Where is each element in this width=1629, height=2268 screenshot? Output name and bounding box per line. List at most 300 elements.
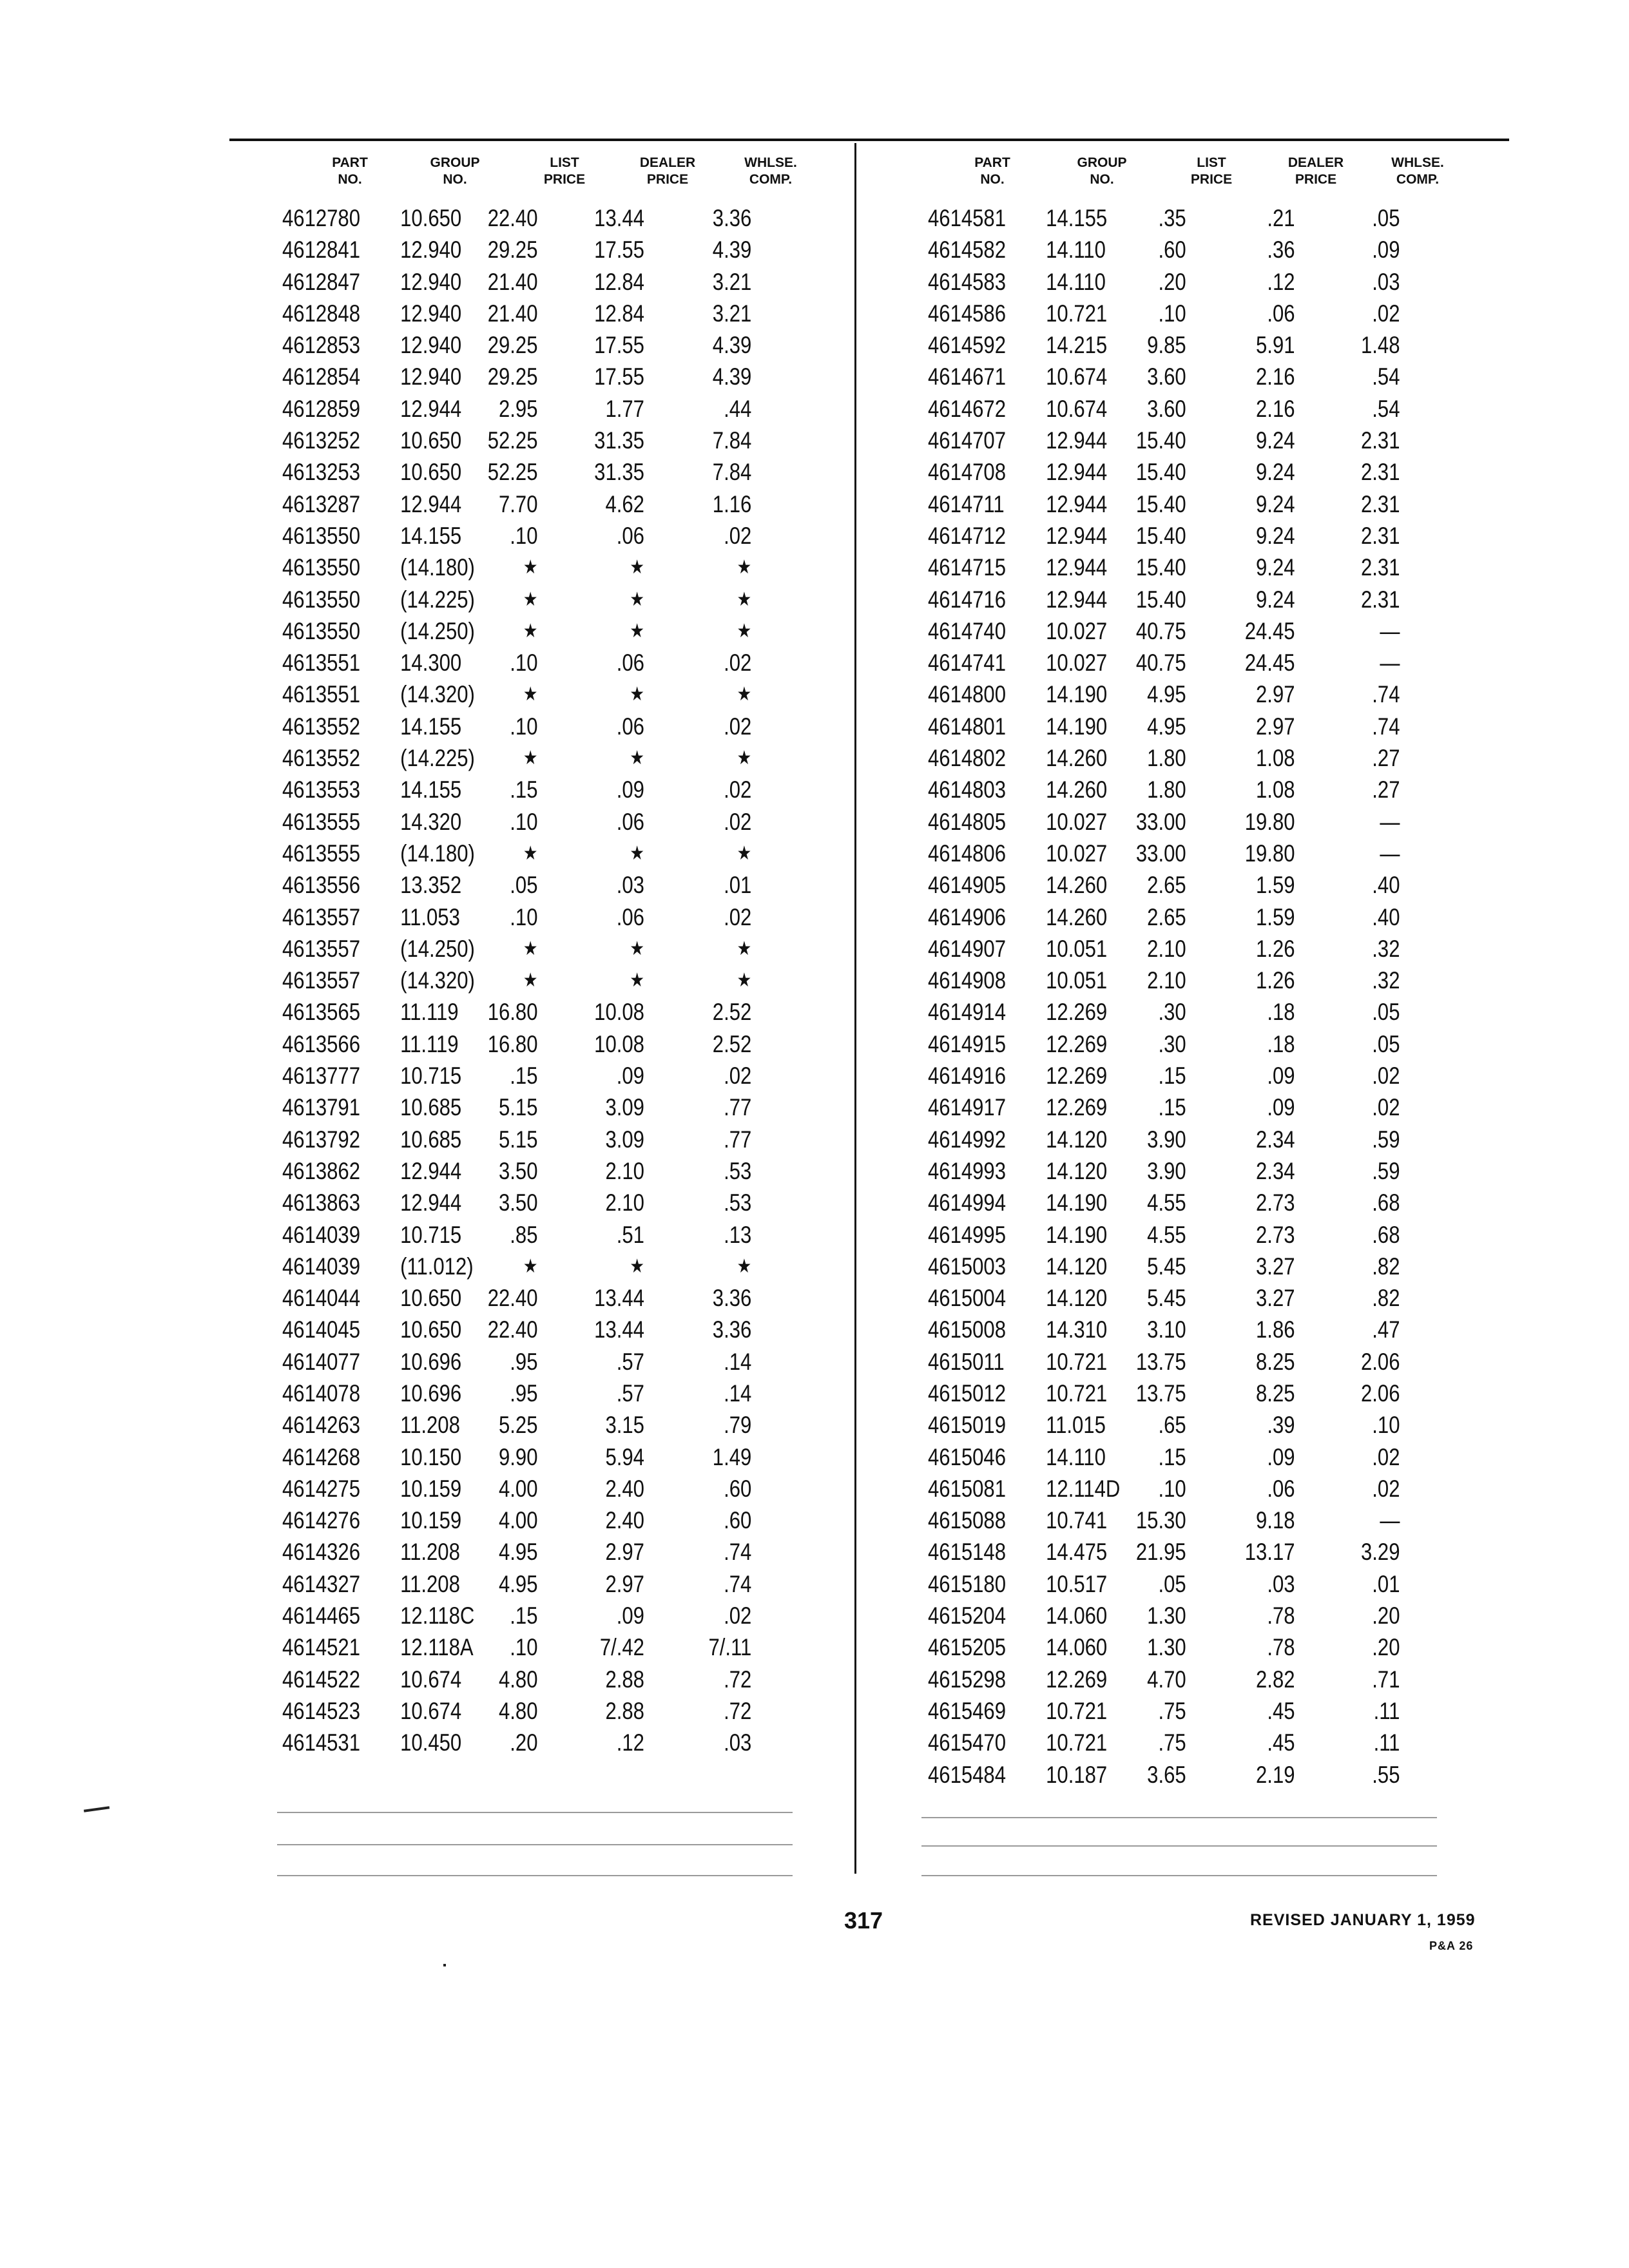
- dealer-price-cell: .06: [616, 713, 644, 740]
- revision-date: REVISED JANUARY 1, 1959: [1250, 1911, 1476, 1929]
- whlse-comp-cell: 7.84: [712, 459, 752, 486]
- dealer-price-cell: .78: [1267, 1602, 1295, 1629]
- group-no-cell: 14.190: [1046, 713, 1108, 740]
- part-no-cell: 4613555: [282, 808, 360, 835]
- list-price-cell: 3.50: [498, 1157, 538, 1184]
- part-no-cell: 4615004: [928, 1285, 1006, 1312]
- dealer-price-cell: .45: [1267, 1697, 1295, 1724]
- whlse-comp-cell: .05: [1372, 1030, 1400, 1057]
- part-no-cell: 4614583: [928, 268, 1006, 295]
- list-price-cell: .15: [510, 1602, 538, 1629]
- list-price-cell: .10: [510, 1634, 538, 1661]
- dealer-price-cell: 8.25: [1256, 1379, 1295, 1407]
- dealer-price-cell: 2.40: [605, 1475, 644, 1502]
- dealer-price-cell: 9.24: [1256, 522, 1295, 549]
- dealer-price-cell: 2.73: [1256, 1189, 1295, 1216]
- part-no-cell: 4614672: [928, 395, 1006, 422]
- list-price-cell: .20: [510, 1729, 538, 1756]
- dealer-price-cell: ★: [630, 970, 644, 992]
- list-price-cell: 4.55: [1147, 1189, 1186, 1216]
- whlse-comp-cell: .59: [1372, 1157, 1400, 1184]
- dealer-price-cell: .21: [1267, 205, 1295, 231]
- part-no-cell: 4614326: [282, 1539, 360, 1566]
- group-no-cell: 10.674: [1046, 395, 1108, 422]
- group-no-cell: 11.015: [1046, 1412, 1106, 1439]
- whlse-comp-cell: ★: [737, 557, 752, 579]
- list-price-cell: 3.90: [1147, 1157, 1186, 1184]
- whlse-comp-cell: 2.31: [1360, 586, 1400, 613]
- part-no-cell: 4612859: [282, 395, 360, 422]
- whlse-comp-cell: 7/.11: [708, 1634, 752, 1661]
- dealer-price-cell: .45: [1267, 1729, 1295, 1756]
- column-divider: [854, 143, 856, 1874]
- list-price-cell: 5.45: [1147, 1285, 1186, 1312]
- list-price-cell: ★: [523, 588, 538, 610]
- part-no-cell: 4613550: [282, 617, 360, 644]
- list-price-cell: 16.80: [487, 999, 538, 1026]
- dealer-price-cell: 19.80: [1244, 808, 1295, 835]
- whlse-comp-cell: ★: [737, 620, 752, 642]
- group-no-cell: 10.674: [1046, 363, 1108, 390]
- list-price-cell: 52.25: [487, 459, 538, 486]
- part-no-cell: 4614707: [928, 427, 1006, 454]
- group-no-cell: 14.310: [1046, 1316, 1108, 1343]
- group-no-cell: 12.269: [1046, 1030, 1108, 1057]
- dealer-price-cell: 1.77: [605, 395, 644, 422]
- whlse-comp-cell: ★: [737, 684, 752, 706]
- part-no-cell: 4615081: [928, 1475, 1006, 1502]
- list-price-cell: 5.15: [498, 1126, 538, 1153]
- dealer-price-cell: 1.59: [1256, 872, 1295, 899]
- list-price-cell: ★: [523, 747, 538, 769]
- dealer-price-cell: 31.35: [594, 427, 644, 454]
- part-no-cell: 4615469: [928, 1697, 1006, 1724]
- part-no-cell: 4615019: [928, 1412, 1006, 1439]
- group-no-cell: 10.721: [1046, 1348, 1108, 1375]
- group-no-cell: 10.027: [1046, 617, 1108, 644]
- whlse-comp-cell: .03: [724, 1729, 752, 1756]
- list-price-cell: 22.40: [487, 1316, 538, 1343]
- dealer-price-cell: .09: [1267, 1062, 1295, 1090]
- dealer-price-cell: 13.44: [594, 205, 644, 231]
- group-no-cell: 12.269: [1046, 1094, 1108, 1121]
- scan-mark: [84, 1806, 110, 1812]
- dealer-price-cell: 2.73: [1256, 1221, 1295, 1248]
- list-price-cell: 4.70: [1147, 1666, 1186, 1693]
- dealer-price-cell: .06: [1267, 300, 1295, 327]
- whlse-comp-cell: ★: [737, 588, 752, 610]
- group-no-cell: 10.650: [400, 205, 462, 231]
- list-price-cell: ★: [523, 620, 538, 642]
- list-price-cell: 3.60: [1147, 363, 1186, 390]
- dealer-price-cell: 7/.42: [599, 1634, 644, 1661]
- whlse-comp-cell: .27: [1372, 776, 1400, 803]
- list-price-cell: 15.40: [1135, 490, 1186, 517]
- list-price-cell: 4.55: [1147, 1221, 1186, 1248]
- list-price-cell: ★: [523, 557, 538, 579]
- group-no-cell: 10.027: [1046, 808, 1108, 835]
- whlse-comp-cell: 2.06: [1360, 1379, 1400, 1407]
- part-no-cell: 4614523: [282, 1697, 360, 1724]
- list-price-cell: .65: [1158, 1412, 1186, 1439]
- whlse-comp-cell: 3.21: [712, 268, 752, 295]
- list-price-cell: .95: [510, 1348, 538, 1375]
- group-no-cell: 12.944: [1046, 554, 1108, 581]
- part-no-cell: 4613791: [282, 1094, 360, 1121]
- dealer-price-cell: 13.44: [594, 1316, 644, 1343]
- list-price-cell: 7.70: [498, 490, 538, 517]
- list-price-cell: 21.95: [1135, 1539, 1186, 1566]
- part-no-cell: 4614276: [282, 1507, 360, 1534]
- whlse-comp-cell: .59: [1372, 1126, 1400, 1153]
- list-price-cell: .60: [1158, 236, 1186, 264]
- part-no-cell: 4614711: [928, 490, 1005, 517]
- whlse-comp-cell: .54: [1372, 395, 1400, 422]
- group-no-cell: 14.190: [1046, 1189, 1108, 1216]
- list-price-cell: 52.25: [487, 427, 538, 454]
- list-price-cell: 2.65: [1147, 903, 1186, 930]
- whlse-comp-cell: .13: [724, 1221, 752, 1248]
- list-price-cell: 4.00: [498, 1475, 538, 1502]
- part-no-cell: 4612854: [282, 363, 360, 390]
- whlse-comp-cell: .11: [1373, 1729, 1400, 1756]
- dealer-price-cell: 8.25: [1256, 1348, 1295, 1375]
- group-no-cell: 12.940: [400, 300, 462, 327]
- group-no-cell: 12.940: [400, 363, 462, 390]
- whlse-comp-cell: .79: [724, 1412, 752, 1439]
- whlse-comp-cell: .05: [1372, 205, 1400, 231]
- group-no-cell: 14.155: [400, 713, 462, 740]
- part-no-cell: 4615012: [928, 1379, 1006, 1407]
- part-no-cell: 4613552: [282, 745, 360, 772]
- part-no-cell: 4614268: [282, 1443, 360, 1470]
- header-list-price: LIST PRICE: [1190, 155, 1233, 187]
- blank-rule: [921, 1845, 1437, 1847]
- group-no-cell: 10.027: [1046, 840, 1108, 867]
- part-no-cell: 4613550: [282, 554, 360, 581]
- dealer-price-cell: 1.59: [1256, 903, 1295, 930]
- list-price-cell: 5.25: [498, 1412, 538, 1439]
- group-no-cell: 10.741: [1046, 1507, 1108, 1534]
- dealer-price-cell: 2.34: [1256, 1126, 1295, 1153]
- list-price-cell: 1.30: [1147, 1634, 1186, 1661]
- list-price-cell: 5.15: [498, 1094, 538, 1121]
- part-no-cell: 4614801: [928, 713, 1006, 740]
- dealer-price-cell: ★: [630, 588, 644, 610]
- part-no-cell: 4615148: [928, 1539, 1006, 1566]
- part-no-cell: 4613863: [282, 1189, 360, 1216]
- blank-rule: [921, 1817, 1437, 1818]
- part-no-cell: 4614078: [282, 1379, 360, 1407]
- whlse-comp-cell: .03: [1372, 268, 1400, 295]
- group-no-cell: 14.060: [1046, 1602, 1108, 1629]
- dealer-price-cell: ★: [630, 557, 644, 579]
- part-no-cell: 4615298: [928, 1666, 1006, 1693]
- part-no-cell: 4613862: [282, 1157, 360, 1184]
- group-no-cell: 12.944: [400, 490, 462, 517]
- dealer-price-cell: 2.10: [605, 1157, 644, 1184]
- group-no-cell: 14.320: [400, 808, 462, 835]
- whlse-comp-cell: .32: [1372, 967, 1400, 994]
- part-no-cell: 4613565: [282, 999, 360, 1026]
- whlse-comp-cell: .01: [724, 872, 752, 899]
- part-no-cell: 4614915: [928, 1030, 1006, 1057]
- group-no-cell: 14.110: [1046, 1443, 1106, 1470]
- whlse-comp-cell: .14: [724, 1379, 752, 1407]
- whlse-comp-cell: .02: [1372, 1094, 1400, 1121]
- dealer-price-cell: 2.88: [605, 1666, 644, 1693]
- list-price-cell: 22.40: [487, 205, 538, 231]
- list-price-cell: .10: [510, 903, 538, 930]
- dealer-price-cell: 9.24: [1256, 427, 1295, 454]
- whlse-comp-cell: .82: [1372, 1253, 1400, 1280]
- dealer-price-cell: .06: [616, 903, 644, 930]
- group-no-cell: 14.110: [1046, 268, 1106, 295]
- group-no-cell: 13.352: [400, 872, 462, 899]
- whlse-comp-cell: 4.39: [712, 363, 752, 390]
- whlse-comp-cell: .20: [1372, 1602, 1400, 1629]
- whlse-comp-cell: 1.16: [712, 490, 752, 517]
- whlse-comp-cell: .20: [1372, 1634, 1400, 1661]
- list-price-cell: .10: [1158, 300, 1186, 327]
- group-no-cell: (11.012): [400, 1253, 474, 1280]
- whlse-comp-cell: ★: [737, 747, 752, 769]
- part-no-cell: 4614045: [282, 1316, 360, 1343]
- whlse-comp-cell: .02: [724, 1602, 752, 1629]
- group-no-cell: 14.475: [1046, 1539, 1108, 1566]
- whlse-comp-cell: 3.29: [1360, 1539, 1400, 1566]
- whlse-comp-cell: .53: [724, 1189, 752, 1216]
- list-price-cell: 1.30: [1147, 1602, 1186, 1629]
- list-price-cell: 22.40: [487, 1285, 538, 1312]
- group-no-cell: 10.517: [1046, 1570, 1108, 1597]
- part-no-cell: 4614077: [282, 1348, 360, 1375]
- part-no-cell: 4613287: [282, 490, 360, 517]
- dealer-price-cell: 3.09: [605, 1094, 644, 1121]
- whlse-comp-cell: .27: [1372, 745, 1400, 772]
- part-no-cell: 4613551: [282, 649, 360, 677]
- part-no-cell: 4614993: [928, 1157, 1006, 1184]
- group-no-cell: 14.155: [1046, 205, 1108, 231]
- dealer-price-cell: 24.45: [1244, 617, 1295, 644]
- group-no-cell: (14.250): [400, 617, 475, 644]
- whlse-comp-cell: .10: [1372, 1412, 1400, 1439]
- list-price-cell: .30: [1158, 1030, 1186, 1057]
- part-no-cell: 4613252: [282, 427, 360, 454]
- dealer-price-cell: ★: [630, 747, 644, 769]
- list-price-cell: 21.40: [487, 300, 538, 327]
- part-no-cell: 4614327: [282, 1570, 360, 1597]
- whlse-comp-cell: .60: [724, 1507, 752, 1534]
- list-price-cell: .05: [1158, 1570, 1186, 1597]
- part-no-cell: 4614914: [928, 999, 1006, 1026]
- group-no-cell: 11.208: [400, 1570, 460, 1597]
- group-no-cell: 12.269: [1046, 1666, 1108, 1693]
- list-price-cell: 3.60: [1147, 395, 1186, 422]
- list-price-cell: 15.40: [1135, 554, 1186, 581]
- part-no-cell: 4614905: [928, 872, 1006, 899]
- whlse-comp-cell: .74: [724, 1570, 752, 1597]
- dealer-price-cell: 10.08: [594, 1030, 644, 1057]
- group-no-cell: 11.208: [400, 1412, 460, 1439]
- group-no-cell: 10.696: [400, 1348, 462, 1375]
- whlse-comp-cell: .05: [1372, 999, 1400, 1026]
- whlse-comp-cell: .40: [1372, 903, 1400, 930]
- whlse-comp-cell: .77: [724, 1094, 752, 1121]
- part-no-cell: 4615205: [928, 1634, 1006, 1661]
- whlse-comp-cell: .44: [724, 395, 752, 422]
- group-no-cell: 14.260: [1046, 872, 1108, 899]
- group-no-cell: 14.260: [1046, 903, 1108, 930]
- dealer-price-cell: .12: [1267, 268, 1295, 295]
- group-no-cell: 14.110: [1046, 236, 1106, 264]
- part-no-cell: 4613253: [282, 459, 360, 486]
- list-price-cell: ★: [523, 937, 538, 959]
- whlse-comp-cell: .02: [724, 903, 752, 930]
- whlse-comp-cell: ★: [737, 1255, 752, 1277]
- part-no-cell: 4615046: [928, 1443, 1006, 1470]
- part-no-cell: 4613551: [282, 681, 360, 708]
- list-price-cell: 4.95: [1147, 713, 1186, 740]
- header-part-no: PART NO.: [332, 155, 368, 187]
- group-no-cell: 14.300: [400, 649, 462, 677]
- part-no-cell: 4613553: [282, 776, 360, 803]
- whlse-comp-cell: 3.21: [712, 300, 752, 327]
- group-no-cell: 14.260: [1046, 776, 1108, 803]
- list-price-cell: .05: [510, 872, 538, 899]
- part-no-cell: 4614803: [928, 776, 1006, 803]
- whlse-comp-cell: ★: [737, 970, 752, 992]
- part-no-cell: 4614275: [282, 1475, 360, 1502]
- group-no-cell: 12.118C: [400, 1602, 475, 1629]
- header-group-no: GROUP NO.: [1077, 155, 1127, 187]
- dealer-price-cell: 3.09: [605, 1126, 644, 1153]
- list-price-cell: 2.65: [1147, 872, 1186, 899]
- dealer-price-cell: 2.97: [1256, 681, 1295, 708]
- group-no-cell: 12.944: [400, 1189, 462, 1216]
- list-price-cell: .35: [1158, 205, 1186, 231]
- dealer-price-cell: 1.08: [1256, 776, 1295, 803]
- list-price-cell: 15.40: [1135, 459, 1186, 486]
- list-price-cell: 1.80: [1147, 745, 1186, 772]
- whlse-comp-cell: .68: [1372, 1189, 1400, 1216]
- dealer-price-cell: 31.35: [594, 459, 644, 486]
- group-no-cell: (14.225): [400, 745, 475, 772]
- part-no-cell: 4614712: [928, 522, 1006, 549]
- dealer-price-cell: 17.55: [594, 332, 644, 359]
- part-no-cell: 4613552: [282, 713, 360, 740]
- list-price-cell: 21.40: [487, 268, 538, 295]
- whlse-comp-cell: .11: [1373, 1697, 1400, 1724]
- group-no-cell: 10.721: [1046, 1729, 1108, 1756]
- list-price-cell: .10: [1158, 1475, 1186, 1502]
- dealer-price-cell: .12: [616, 1729, 644, 1756]
- part-no-cell: 4614039: [282, 1221, 360, 1248]
- part-no-cell: 4615470: [928, 1729, 1006, 1756]
- dealer-price-cell: 13.44: [594, 1285, 644, 1312]
- whlse-comp-cell: .53: [724, 1157, 752, 1184]
- whlse-comp-cell: .02: [724, 776, 752, 803]
- whlse-comp-cell: 4.39: [712, 332, 752, 359]
- group-no-cell: 14.120: [1046, 1285, 1108, 1312]
- header-whlse-comp: WHLSE. COMP.: [1391, 155, 1444, 187]
- dealer-price-cell: 5.91: [1256, 332, 1295, 359]
- list-price-cell: 4.00: [498, 1507, 538, 1534]
- whlse-comp-cell: .82: [1372, 1285, 1400, 1312]
- dealer-price-cell: 9.24: [1256, 586, 1295, 613]
- list-price-cell: ★: [523, 684, 538, 706]
- dealer-price-cell: ★: [630, 842, 644, 864]
- group-no-cell: (14.320): [400, 681, 475, 708]
- list-price-cell: .15: [1158, 1443, 1186, 1470]
- whlse-comp-cell: .74: [1372, 713, 1400, 740]
- whlse-comp-cell: —: [1380, 1507, 1400, 1534]
- part-no-cell: 4612841: [282, 236, 360, 264]
- list-price-cell: 16.80: [487, 1030, 538, 1057]
- group-no-cell: 12.269: [1046, 999, 1108, 1026]
- whlse-comp-cell: .02: [724, 522, 752, 549]
- part-no-cell: 4612848: [282, 300, 360, 327]
- group-no-cell: 10.650: [400, 1285, 462, 1312]
- list-price-cell: .75: [1158, 1697, 1186, 1724]
- list-price-cell: 4.80: [498, 1697, 538, 1724]
- whlse-comp-cell: 1.48: [1360, 332, 1400, 359]
- part-no-cell: 4614992: [928, 1126, 1006, 1153]
- list-price-cell: .95: [510, 1379, 538, 1407]
- part-no-cell: 4614907: [928, 935, 1006, 962]
- dealer-price-cell: 9.24: [1256, 554, 1295, 581]
- part-no-cell: 4613792: [282, 1126, 360, 1153]
- group-no-cell: 11.053: [400, 903, 460, 930]
- whlse-comp-cell: —: [1380, 840, 1400, 867]
- dealer-price-cell: .06: [1267, 1475, 1295, 1502]
- group-no-cell: 10.685: [400, 1126, 462, 1153]
- whlse-comp-cell: .72: [724, 1697, 752, 1724]
- dealer-price-cell: 2.10: [605, 1189, 644, 1216]
- group-no-cell: 12.940: [400, 236, 462, 264]
- whlse-comp-cell: .54: [1372, 363, 1400, 390]
- part-no-cell: 4614531: [282, 1729, 360, 1756]
- dealer-price-cell: 13.17: [1244, 1539, 1295, 1566]
- group-no-cell: 10.674: [400, 1697, 462, 1724]
- list-price-cell: 4.95: [498, 1539, 538, 1566]
- whlse-comp-cell: —: [1380, 617, 1400, 644]
- part-no-cell: 4612853: [282, 332, 360, 359]
- part-no-cell: 4614465: [282, 1602, 360, 1629]
- whlse-comp-cell: .77: [724, 1126, 752, 1153]
- part-no-cell: 4614994: [928, 1189, 1006, 1216]
- header-list-price: LIST PRICE: [543, 155, 586, 187]
- dealer-price-cell: 2.97: [1256, 713, 1295, 740]
- dealer-price-cell: .09: [616, 1062, 644, 1090]
- dealer-price-cell: 9.24: [1256, 459, 1295, 486]
- whlse-comp-cell: .02: [1372, 1062, 1400, 1090]
- dealer-price-cell: 2.97: [605, 1570, 644, 1597]
- whlse-comp-cell: 2.52: [712, 999, 752, 1026]
- header-dealer-price: DEALER PRICE: [639, 155, 696, 187]
- group-no-cell: 12.269: [1046, 1062, 1108, 1090]
- header-part-no: PART NO.: [974, 155, 1010, 187]
- whlse-comp-cell: 3.36: [712, 1316, 752, 1343]
- group-no-cell: 12.944: [400, 1157, 462, 1184]
- list-price-cell: .85: [510, 1221, 538, 1248]
- top-rule: [229, 139, 1509, 141]
- group-no-cell: 10.715: [400, 1062, 462, 1090]
- whlse-comp-cell: .40: [1372, 872, 1400, 899]
- dealer-price-cell: .06: [616, 649, 644, 677]
- part-no-cell: 4614908: [928, 967, 1006, 994]
- list-price-cell: .15: [510, 1062, 538, 1090]
